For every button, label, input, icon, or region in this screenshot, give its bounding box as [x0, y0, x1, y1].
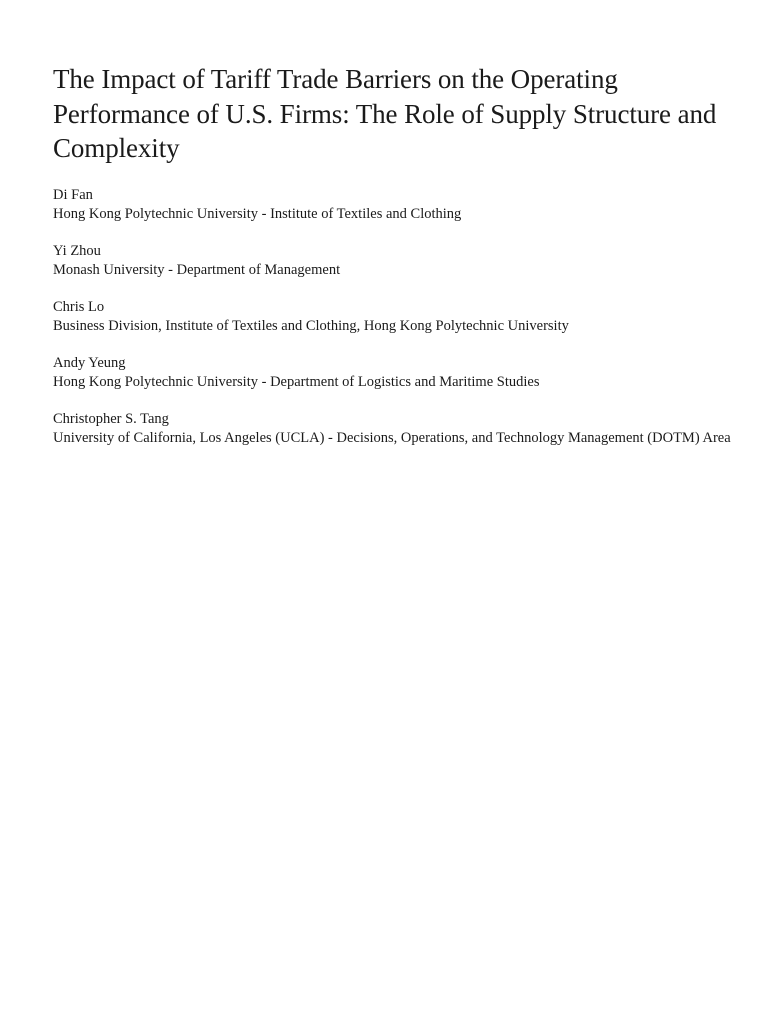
- author-list: [53, 186, 743, 448]
- paper-page: [53, 62, 743, 466]
- author-entry: [53, 298, 743, 336]
- paper-title: The Impact of Tariff Trade Barriers on the Operating Performance of U.S. Firms: The Role of Supply Structure and Complexity: [53, 64, 717, 163]
- author-entry: [53, 242, 743, 280]
- author-affiliation: Hong Kong Polytechnic University - Institute of Textiles and Clothing: [53, 205, 462, 222]
- author-affiliation: Business Division, Institute of Textiles and Clothing, Hong Kong Polytechnic University: [53, 317, 569, 334]
- author-affiliation: University of California, Los Angeles (UCLA) - Decisions, Operations, and Technology Management (DOTM) Area: [53, 429, 731, 446]
- author-entry: [53, 410, 743, 448]
- author-name: Yi Zhou: [53, 242, 101, 259]
- author-name: Di Fan: [53, 186, 93, 203]
- author-entry: [53, 354, 743, 392]
- author-affiliation: Monash University - Department of Management: [53, 261, 341, 278]
- author-name: Andy Yeung: [53, 354, 126, 371]
- author-affiliation: Hong Kong Polytechnic University - Department of Logistics and Maritime Studies: [53, 373, 540, 390]
- author-name: Chris Lo: [53, 298, 105, 315]
- author-name: Christopher S. Tang: [53, 410, 169, 427]
- author-entry: [53, 186, 743, 224]
